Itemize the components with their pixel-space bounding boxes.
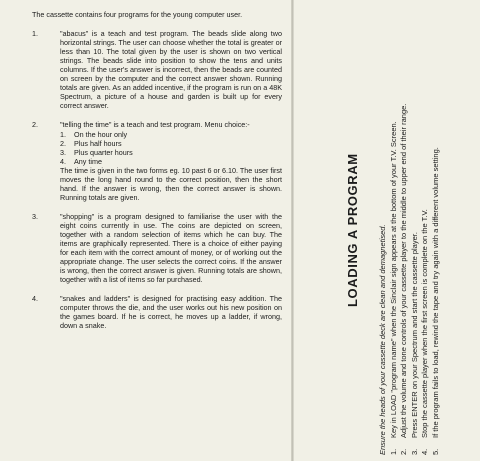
- page-fold: [291, 0, 294, 461]
- loading-step: [431, 35, 441, 455]
- step-number: 1.: [388, 448, 398, 455]
- step-text: Press ENTER on your Spectrum and start the cassette player.: [409, 232, 419, 438]
- menu-choice-number: 2.: [60, 138, 66, 148]
- step-text: Key in LOAD "program name" when the Sinclair sign appears at the bottom of your T.V. Screen.: [388, 121, 398, 438]
- step-text: Stop the cassette player when the first screen is complete on the T.V.: [420, 209, 429, 438]
- loading-title: LOADING A PROGRAM: [345, 153, 360, 307]
- program-description: "snakes and ladders" is designed for practising easy addition. The computer throws the die, and the user works out his new position on the games board. If he is correct, he moves up a ladder, if wrong, down a snake.: [60, 294, 282, 331]
- program-number: 4.: [32, 294, 38, 304]
- program-item-shopping: [10, 212, 282, 284]
- menu-choice-number: 3.: [60, 147, 66, 157]
- loading-instructions: [378, 35, 441, 455]
- program-item-abacus: [10, 29, 282, 110]
- menu-choice-label: On the hour only: [74, 129, 128, 139]
- loading-step: [389, 35, 399, 455]
- intro-text: The cassette contains four programs for the young computer user.: [32, 10, 243, 19]
- loading-note: Ensure the heads of your cassette deck are clean and demagnetised.: [378, 224, 387, 455]
- program-description: "shopping" is a program designed to familiarise the user with the eight coins currently in use. The coins are depicted on screen, together with a random selection of items which he can buy. The items are graphically represented. There is a choice of either paying for each item with the correct amount of money, or of working out the appropriate change. The user selects the correct coins. If the answer is wrong, then the correct answer is given. Running totals are shown, together with a list of items so far purchased.: [60, 211, 282, 285]
- program-number: 2.: [32, 120, 38, 130]
- program-description: [60, 120, 282, 201]
- step-text: If the program fails to load, rewind the tape and try again with a different volume setting.: [430, 147, 440, 438]
- program-descriptions: [10, 10, 282, 340]
- menu-choice-label: Any time: [74, 156, 102, 166]
- menu-choice-item: [60, 148, 282, 157]
- step-number: 2.: [399, 448, 408, 455]
- loading-step: [420, 35, 430, 455]
- program-number: 1.: [32, 29, 38, 39]
- loading-rotated-content: [296, 0, 476, 461]
- loading-step: [399, 35, 409, 455]
- loading-step: [410, 35, 420, 455]
- program-number: 3.: [32, 211, 38, 221]
- menu-choice-item: [60, 130, 282, 139]
- program-item-telling-the-time: [10, 120, 282, 201]
- menu-choice-label: Plus quarter hours: [74, 147, 133, 157]
- step-number: 3.: [409, 448, 419, 455]
- step-number: 5.: [430, 448, 440, 455]
- step-number: 4.: [420, 448, 429, 455]
- program-details-text: The time is given in the two forms eg. 10 past 6 or 6.10. The user first moves the long hand round to the correct position, then the short hand. If the answer is wrong, then the correct answer is shown. Running totals are given.: [60, 165, 282, 202]
- program-description: "abacus" is a teach and test program. The beads slide along two horizontal strings. The user can choose whether the total is greater or less than 10. The total given by the user is shown on two vertical strings. The beads slide into position to show the tens and units columns. If the user's answer is incorrect, then the beads are counted on screen by the computer and the correct answer shown. Running totals are given. As an added incentive, if the program is run on a 48K Spectrum, a picture of a house and garden is built up for every correct answer.: [60, 29, 282, 111]
- program-item-snakes-and-ladders: [10, 294, 282, 330]
- menu-choice-item: [60, 139, 282, 148]
- menu-choice-label: Plus half hours: [74, 138, 122, 148]
- step-text: Adjust the volume and tone controls of your cassette player to the middle to upper end of their range.: [399, 103, 408, 438]
- loading-panel: [296, 0, 476, 461]
- menu-choice-number: 4.: [60, 156, 66, 166]
- menu-choice-item: [60, 157, 282, 166]
- program-intro-text: "telling the time" is a teach and test program. Menu choice:-: [60, 120, 250, 130]
- menu-choice-number: 1.: [60, 129, 66, 139]
